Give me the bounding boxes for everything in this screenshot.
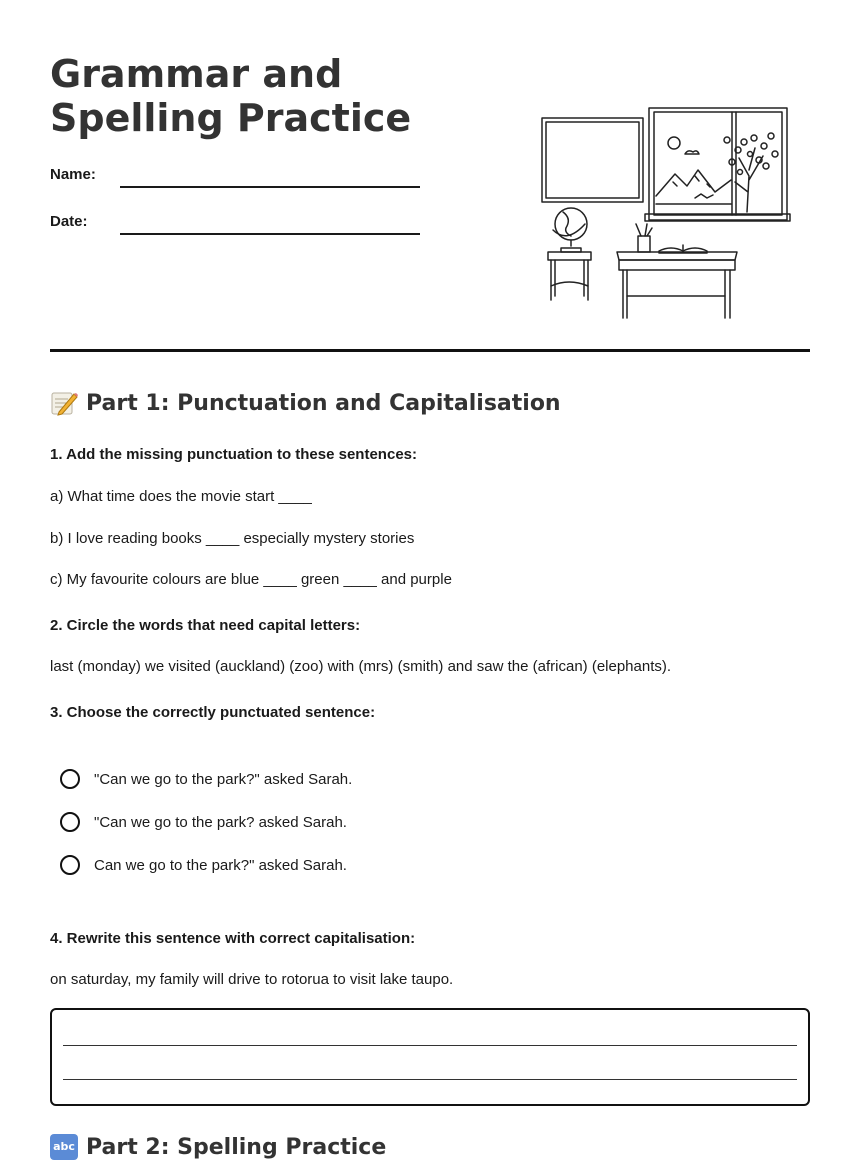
question-3-title: 3. Choose the correctly punctuated sentence: bbox=[50, 704, 376, 721]
question-4-title: 4. Rewrite this sentence with correct capitalisation: bbox=[50, 930, 416, 947]
q4-answer-box[interactable] bbox=[50, 1008, 810, 1106]
classroom-scene-icon bbox=[535, 100, 795, 325]
answer-line bbox=[63, 1079, 797, 1080]
radio-button[interactable] bbox=[60, 769, 80, 789]
part2-heading bbox=[50, 1134, 386, 1160]
q3-option-1-label: "Can we go to the park?" asked Sarah. bbox=[94, 770, 353, 788]
name-field[interactable] bbox=[120, 186, 420, 188]
page-title: Grammar and Spelling Practice bbox=[50, 52, 412, 140]
abc-icon bbox=[50, 1134, 78, 1160]
part2-heading-label: Part 2: Spelling Practice bbox=[86, 1134, 387, 1160]
q3-option-1[interactable] bbox=[60, 769, 352, 789]
answer-line bbox=[63, 1045, 797, 1046]
abc-icon-text: abc bbox=[53, 1140, 75, 1153]
name-label: Name: bbox=[50, 166, 96, 183]
date-label: Date: bbox=[50, 213, 88, 230]
radio-button[interactable] bbox=[60, 855, 80, 875]
question-2-title: 2. Circle the words that need capital letters: bbox=[50, 617, 361, 634]
memo-pencil-icon bbox=[50, 390, 78, 416]
q2-sentence: last (monday) we visited (auckland) (zoo) with (mrs) (smith) and saw the (african) (elephants). bbox=[50, 658, 672, 675]
q1-sentence-a: a) What time does the movie start ____ bbox=[50, 488, 312, 505]
q3-option-3-label: Can we go to the park?" asked Sarah. bbox=[94, 856, 347, 874]
part1-heading-label: Part 1: Punctuation and Capitalisation bbox=[86, 390, 561, 416]
date-field[interactable] bbox=[120, 233, 420, 235]
q4-sentence: on saturday, my family will drive to rotorua to visit lake taupo. bbox=[50, 971, 454, 988]
q1-sentence-c: c) My favourite colours are blue ____ green ____ and purple bbox=[50, 571, 452, 588]
question-1-title: 1. Add the missing punctuation to these sentences: bbox=[50, 446, 417, 463]
q3-option-3[interactable] bbox=[60, 855, 347, 875]
q1-sentence-b: b) I love reading books ____ especially mystery stories bbox=[50, 530, 415, 547]
part1-heading bbox=[50, 390, 561, 416]
header-divider bbox=[50, 349, 810, 352]
q3-option-2[interactable] bbox=[60, 812, 347, 832]
q3-option-2-label: "Can we go to the park? asked Sarah. bbox=[94, 813, 347, 831]
radio-button[interactable] bbox=[60, 812, 80, 832]
